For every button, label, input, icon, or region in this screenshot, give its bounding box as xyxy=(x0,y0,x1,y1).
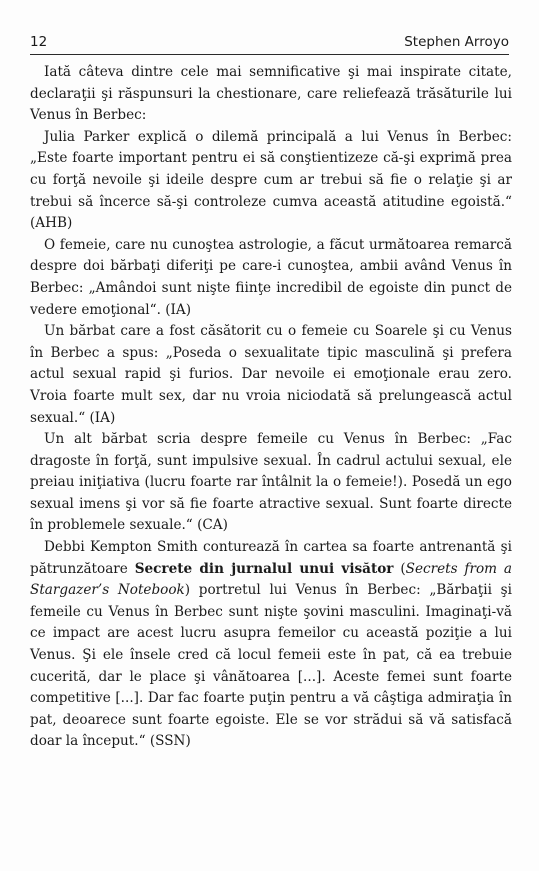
text-span: ) portretul lui Venus în Berbec: „Bărbaţii şi femeile cu Venus în Berbec sunt nişte şovini masculini. Imaginaţi-vă ce impact are acest lucru asupra femeilor cu această poziţie a lui Venus. Şi ele însele cred că locul femeii este în pat, că ea trebuie cucerită, dar le place şi vânătoarea [...]. Aceste femei sunt foarte competitive [...]. Dar fac foarte puţin pentru a vă câştiga admiraţia în pat, deoarece sunt foarte egoiste. Ele se vor strădui să vă satisfacă doar la început.“ (SSN) xyxy=(30,582,512,750)
page-number: 12 xyxy=(30,34,48,50)
paragraph-debbi-kempton-smith xyxy=(30,537,512,753)
book-title-romanian: Secrete din jurnalul unui visător xyxy=(134,560,394,577)
book-title-english: Secrets from a Stargazer’s Notebook xyxy=(30,560,512,599)
running-head-author: Stephen Arroyo xyxy=(404,34,509,50)
paragraph-married-man: Un bărbat care a fost căsătorit cu o femeie cu Soarele şi cu Venus în Berbec a spus: „Poseda o sexualitate tipic masculină şi prefera actul sexual rapid şi furios. Dar nevoile ei emoţionale erau zero. Vroia foarte mult sex, dar nu vroia niciodată să prelungească actul sexual.“ (IA) xyxy=(30,323,512,426)
running-header xyxy=(30,34,509,55)
paragraph-julia-parker: Julia Parker explică o dilemă principală a lui Venus în Berbec: „Este foarte important pentru ei să conştientizeze că-şi exprimă prea cu forţă nevoile şi ideile despre cum ar trebui să fie o relaţie şi ar trebui să încerce să-şi controleze cumva această atitudine egoistă.“ (AHB) xyxy=(30,128,512,232)
text-span: Debbi Kempton Smith conturează în cartea sa foarte antrenantă şi pătrunzătoare xyxy=(30,539,512,577)
paragraph-woman-remark: O femeie, care nu cunoştea astrologie, a făcut următoarea remarcă despre doi bărbaţi diferiţi pe care-i cunoştea, ambii având Venus în Berbec: „Amândoi sunt nişte fiinţe incredibil de egoiste din punct de vedere emoţional“. (IA) xyxy=(30,236,512,318)
text-span: ( xyxy=(393,560,406,577)
body-text xyxy=(30,62,512,753)
paragraph-intro: Iată câteva dintre cele mai semnificative şi mai inspirate citate, declaraţii şi răspunsuri la chestionare, care reliefează trăsăturile lui Venus în Berbec: xyxy=(30,64,512,124)
paragraph-another-man: Un alt bărbat scria despre femeile cu Venus în Berbec: „Fac dragoste în forţă, sunt impulsive sexual. În cadrul actului sexual, ele preiau iniţiativa (lucru foarte rar întâlnit la o femeie!). Posedă un ego sexual imens şi vor să fie foarte atractive sexual. Sunt foarte directe în problemele sexuale.“ (CA) xyxy=(30,431,512,534)
